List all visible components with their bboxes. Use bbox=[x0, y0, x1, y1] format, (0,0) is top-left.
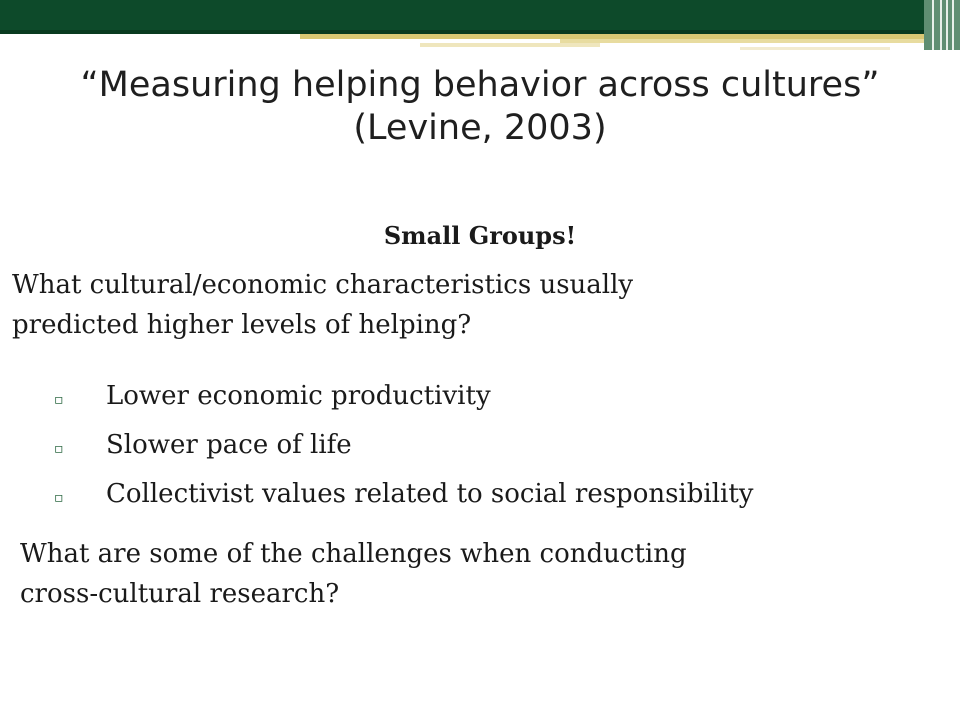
question-line: What cultural/economic characteristics usually bbox=[12, 270, 634, 300]
list-item bbox=[54, 423, 753, 472]
bullet-text: Collectivist values related to social responsibility bbox=[106, 479, 754, 509]
bullet-square-icon: ▫ bbox=[54, 490, 64, 506]
header-corner-ornament bbox=[924, 0, 960, 50]
header-accent-stripe bbox=[740, 47, 890, 50]
title-line: “Measuring helping behavior across cultures” bbox=[80, 65, 880, 105]
bullet-square-icon: ▫ bbox=[54, 441, 64, 457]
bullet-text: Slower pace of life bbox=[106, 430, 352, 460]
title-citation: (Levine, 2003) bbox=[353, 108, 607, 148]
question-line: What are some of the challenges when conducting bbox=[20, 539, 687, 569]
header-accent-stripe bbox=[560, 39, 960, 43]
header-accent-stripe bbox=[420, 43, 600, 47]
list-item bbox=[54, 374, 753, 423]
discussion-question-2 bbox=[20, 534, 920, 614]
header-bar bbox=[0, 0, 960, 34]
question-line: cross-cultural research? bbox=[20, 579, 340, 609]
list-item bbox=[54, 472, 753, 521]
bullet-text: Lower economic productivity bbox=[106, 381, 491, 411]
section-heading: Small Groups! bbox=[383, 221, 577, 250]
bullet-list bbox=[54, 374, 753, 521]
question-line: predicted higher levels of helping? bbox=[12, 310, 472, 340]
discussion-question-1 bbox=[12, 265, 912, 345]
slide-title bbox=[20, 64, 940, 150]
bullet-square-icon: ▫ bbox=[54, 392, 64, 408]
